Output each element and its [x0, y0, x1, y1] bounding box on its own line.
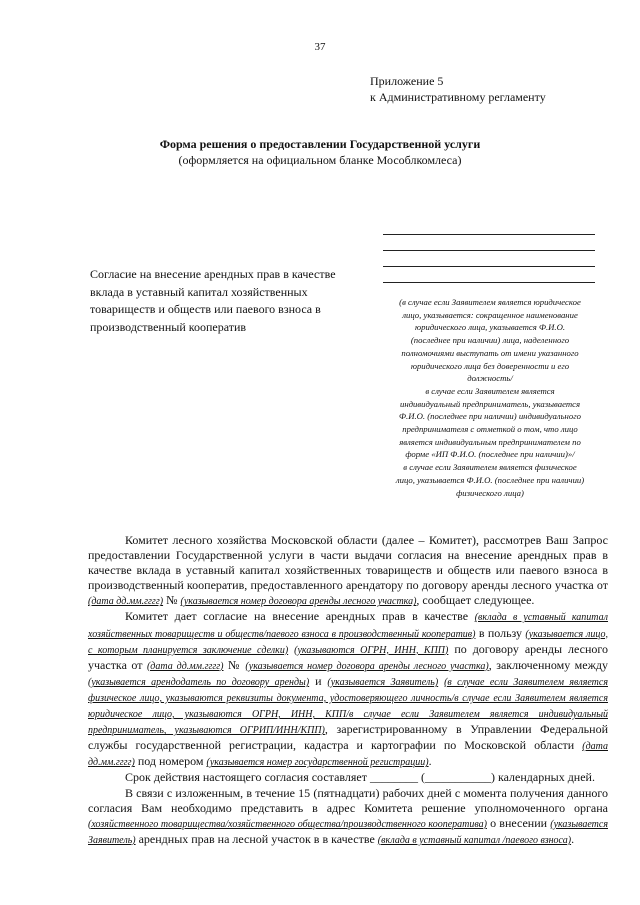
- placeholder-counterparty: (указывается лицо, с которым планируется заключение сделки): [88, 628, 608, 656]
- placeholder-organization-type: (хозяйственного товарищества/хозяйственного общества/производственного кооператива): [88, 818, 487, 830]
- recipient-note-line: юридического лица, указывается Ф.И.О.: [414, 322, 566, 333]
- recipient-note-line: в случае если Заявителем является физическое: [403, 462, 577, 473]
- recipient-note-line: является индивидуальным предпринимателем по: [399, 436, 581, 447]
- recipient-note-line: лицо, указывается Ф.И.О. (последнее при наличии): [395, 474, 585, 485]
- appendix-line-1: Приложение 5: [370, 74, 444, 88]
- recipient-note-line: Ф.И.О. (последнее при наличии) индивидуального: [399, 411, 581, 422]
- appendix-line-2: к Административному регламенту: [370, 90, 546, 104]
- body-text: в пользу: [475, 625, 526, 640]
- recipient-note-line: юридического лица без доверенности и его: [410, 360, 570, 371]
- recipient-note-line: (последнее при наличии) лица, наделенного: [410, 335, 570, 346]
- body-text: , заключенному между: [488, 657, 608, 672]
- placeholder-applicant: (указывается Заявитель): [327, 676, 439, 688]
- recipient-note-line: физического лица): [456, 487, 524, 498]
- body-text: , зарегистрированному в Управлении Федеральной службы государственной регистрации, кадастра и картографии по Московской области: [88, 722, 609, 753]
- form-title: Форма решения о предоставлении Государственной услуги: [159, 137, 481, 151]
- form-subtitle: (оформляется на официальном бланке Мособлкомлеса): [178, 153, 462, 167]
- recipient-note-line: предпринимателя с отметкой о том, что лицо: [402, 424, 578, 435]
- body-text: о внесении: [486, 815, 551, 830]
- decision-body: [88, 533, 608, 848]
- placeholder-applicant: (указывается Заявитель): [88, 818, 608, 846]
- paragraph-consent: [88, 609, 608, 770]
- recipient-line: [383, 250, 595, 251]
- placeholder-registration-number: (указывается номер государственной регистрации): [206, 757, 429, 769]
- appendix-reference: [370, 73, 546, 105]
- body-text: №: [223, 657, 246, 672]
- placeholder-applicant-details: (в случае если Заявителем является физическое лицо, указываются реквизиты документа, удостоверяющего личность/в случае если Заявителем является юридическое лицо, указываются ОГРН, ИНН, КПП/в случае если Заявителем является индивидуальный предприниматель, указываются ОГРИП/ИНН/КПП): [88, 676, 608, 737]
- body-text: В связи с изложенным, в течение 15 (пятнадцати) рабочих дней с момента получения данного согласия Вам необходимо представить в адрес Комитета решение уполномоченного органа: [88, 785, 608, 815]
- placeholder-date: (дата дд.мм.гггг): [88, 741, 608, 769]
- placeholder-contribution-type: (вклада в уставный капитал /паевого взноса): [377, 834, 572, 846]
- recipient-note-line: форме «ИП Ф.И.О. (последнее при наличии)»/: [405, 449, 575, 460]
- recipient-line: [383, 282, 595, 283]
- body-text: по договору аренды лесного участка от: [88, 641, 609, 672]
- decision-subject: Согласие на внесение арендных прав в качестве вклада в уставный капитал хозяйственных товариществ и обществ или паевого взноса в производственный кооператив: [90, 267, 336, 334]
- paragraph-validity-period: Срок действия настоящего согласия составляет ________ (___________) календарных дней.: [125, 770, 595, 785]
- body-text: , сообщает следующее.: [416, 593, 535, 608]
- body-text: .: [571, 831, 575, 846]
- recipient-line: [383, 266, 595, 267]
- recipient-note-line: в случае если Заявителем является: [425, 385, 555, 396]
- recipient-line: [383, 234, 595, 235]
- recipient-note: [370, 296, 610, 499]
- recipient-note-line: лицо, указывается: сокращенное наименование: [402, 309, 578, 320]
- recipient-note-line: индивидуальный предприниматель, указывается: [399, 398, 580, 409]
- body-text: .: [428, 754, 432, 769]
- recipient-note-line: полномочиями выступать от имени указанного: [401, 347, 579, 358]
- body-text: Комитет лесного хозяйства Московской области (далее – Комитет), рассмотрев Ваш Запрос предоставлении Государственной услуги в части выдачи согласия на внесение арендных прав в качестве вклада в уставный капитал хозяйственных товариществ и обществ или паевого взноса в производственный кооператив, предоставленного арендатору по договору аренды лесного участка от: [88, 533, 608, 593]
- placeholder-lessor: (указывается арендодатель по договору аренды): [88, 676, 310, 688]
- body-text: под номером: [134, 754, 207, 769]
- body-text: арендных прав на лесной участок в в качестве: [135, 831, 378, 846]
- placeholder-date: (дата дд.мм.гггг): [88, 596, 164, 608]
- placeholder-contribution-type: (вклада в уставный капитал хозяйственных товариществ и обществ/паевого взноса в производственный кооператив): [88, 612, 609, 640]
- paragraph-request-review: [88, 533, 608, 609]
- recipient-note-line: (в случае если Заявителем является юридическое: [399, 297, 581, 307]
- body-text: Комитет дает согласие на внесение арендных прав в качестве: [125, 609, 475, 624]
- placeholder-ogrn-inn-kpp: (указываются ОГРН, ИНН, КПП): [294, 644, 449, 656]
- body-text: №: [163, 593, 181, 608]
- placeholder-contract-number: (указывается номер договора аренды лесного участка): [245, 660, 489, 672]
- placeholder-contract-number: (указывается номер договора аренды лесного участка): [180, 596, 417, 608]
- placeholder-date: (дата дд.мм.гггг): [146, 660, 224, 672]
- body-text: и: [309, 673, 328, 688]
- paragraph-required-decision: [88, 786, 608, 848]
- recipient-note-line: должность/: [467, 373, 513, 384]
- page-number: 37: [314, 41, 326, 53]
